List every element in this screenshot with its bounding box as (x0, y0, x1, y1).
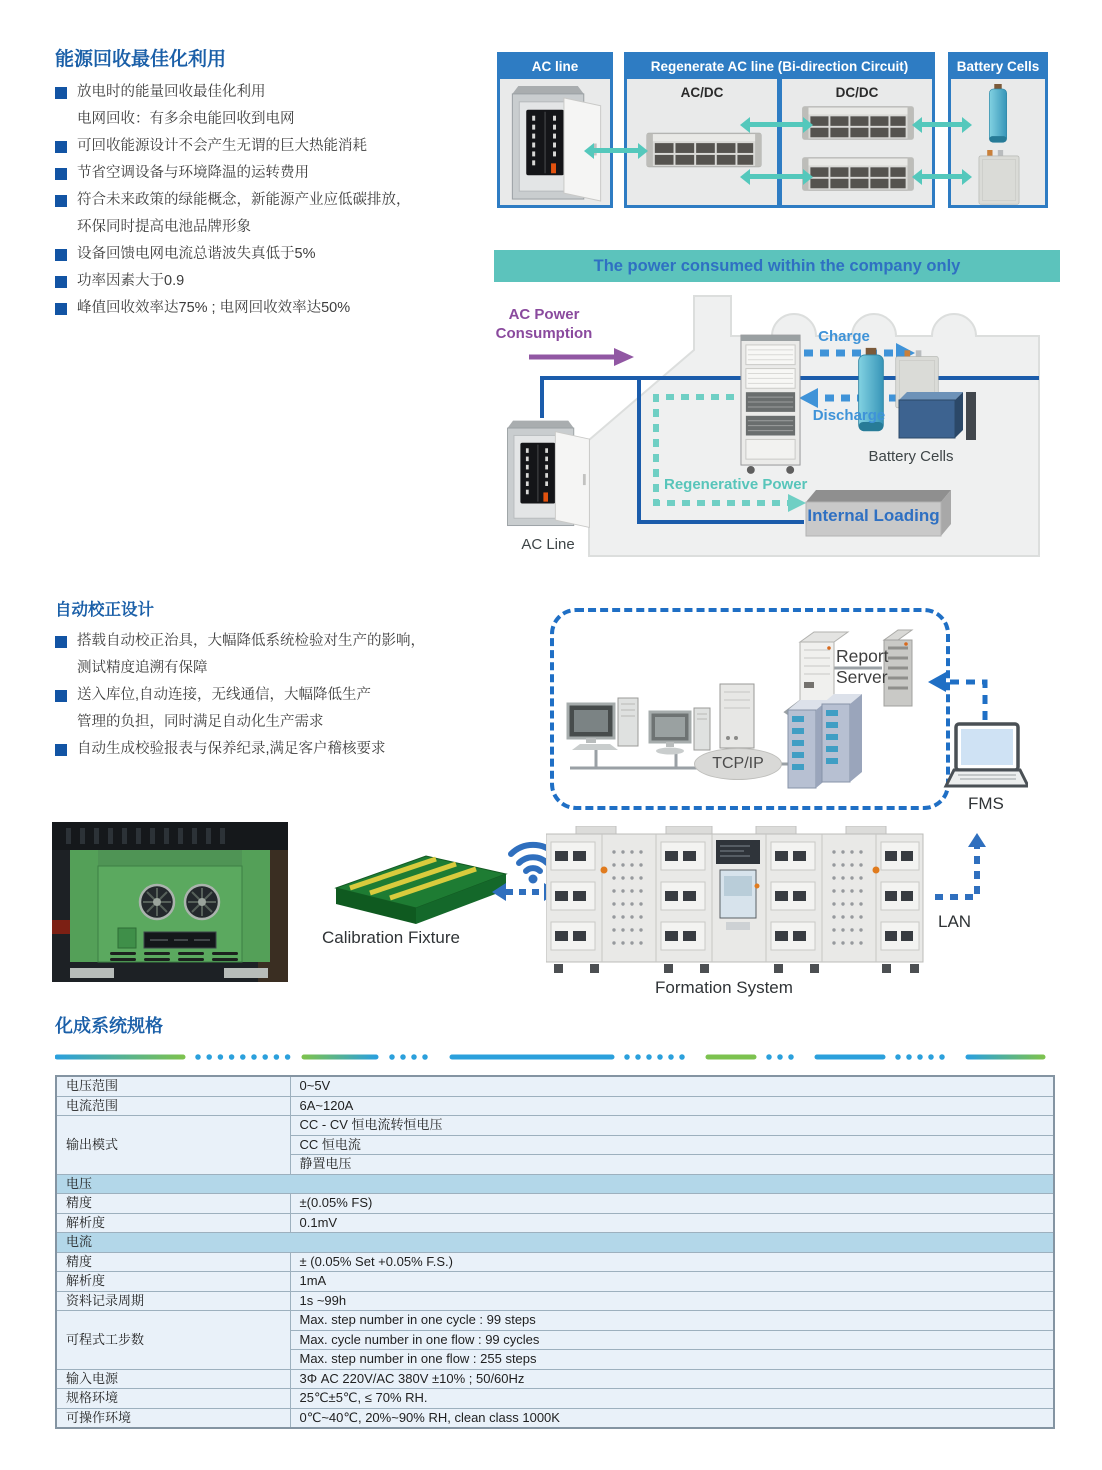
spec-title: 化成系统规格 (55, 1016, 163, 1036)
bullet-square-icon (55, 636, 67, 648)
section-energy-title: 能源回收最佳化利用 (55, 49, 227, 70)
spec-label: 规格环境 (56, 1389, 290, 1409)
spec-label: 可操作环境 (56, 1408, 290, 1428)
bullet-text: 可回收能源设计不会产生无谓的巨大热能消耗 (77, 138, 367, 154)
bullet-item (55, 133, 507, 160)
ac-line-box-title: AC line (500, 55, 610, 79)
bidirectional-arrow (749, 174, 804, 179)
network-art (548, 598, 1028, 830)
spec-row (56, 1096, 1054, 1116)
power-chain-diagram (497, 52, 1048, 210)
report-server-label: Report Server (836, 646, 889, 687)
spec-value: 6A~120A (290, 1096, 1054, 1116)
spec-row (56, 1194, 1054, 1214)
spec-row (56, 1116, 1054, 1136)
company-power-diagram (494, 250, 1064, 562)
bullet-text: 功率因素大于0.9 (77, 273, 185, 289)
spec-row (56, 1213, 1054, 1233)
section-energy-recovery (55, 44, 507, 322)
bullet-square-icon (55, 168, 67, 180)
laptop-icon (946, 724, 1028, 786)
spec-row (56, 1408, 1054, 1428)
bullet-square-icon (55, 249, 67, 261)
internal-loading-label: Internal Loading (807, 506, 940, 525)
bullet-text: 自动生成校验报表与保养纪录,满足客户稽核要求 (77, 741, 386, 757)
spec-value: 静置电压 (290, 1155, 1054, 1175)
bidirectional-arrow (921, 174, 963, 179)
bullet-text: 放电时的能量回收最佳化利用 电网回收：有多余电能回收到电网 (77, 84, 295, 127)
fms-label: FMS (968, 794, 1004, 813)
spec-row (56, 1311, 1054, 1331)
bullet-square-icon (55, 744, 67, 756)
acdc-converter-icon (645, 129, 763, 171)
spec-row (56, 1369, 1054, 1389)
bidirectional-arrow (749, 122, 804, 127)
spec-value: 1mA (290, 1272, 1054, 1292)
desktop-pc-icon (650, 708, 710, 755)
spec-value: 0℃~40℃, 20%~90% RH, clean class 1000K (290, 1408, 1054, 1428)
spec-value: 25℃±5℃, ≤ 70% RH. (290, 1389, 1054, 1409)
spec-row (56, 1389, 1054, 1409)
calibration-fixture-icon (328, 846, 513, 928)
bullet-text: 节省空调设备与环境降温的运转费用 (77, 165, 309, 181)
regenerate-box-title: Regenerate AC line (Bi-direction Circuit) (627, 55, 932, 79)
bullet-item (55, 187, 507, 241)
spec-value: CC 恒电流 (290, 1135, 1054, 1155)
formation-rack-icon (741, 335, 800, 474)
regenerative-power-label: Regenerative Power (664, 476, 808, 493)
spec-value: 0.1mV (290, 1213, 1054, 1233)
ac-consumption-arrowhead (614, 348, 634, 366)
bullet-text: 送入库位,自动连接，无线通信，大幅降低生产 管理的负担，同时满足自动化生产需求 (77, 687, 372, 730)
bullet-item (55, 682, 525, 736)
spec-value: 1s ~99h (290, 1291, 1054, 1311)
bullet-square-icon (55, 87, 67, 99)
lan-label: LAN (938, 912, 972, 931)
bidirectional-arrow (593, 148, 639, 153)
formation-system-label: Formation System (655, 978, 793, 997)
spec-value: ±(0.05% FS) (290, 1194, 1054, 1214)
spec-label: 解析度 (56, 1213, 290, 1233)
bullet-item (55, 241, 507, 268)
diagram-banner: The power consumed within the company only (494, 250, 1060, 282)
spec-label: 可程式工步数 (56, 1311, 290, 1370)
spec-section-header: 电压 (56, 1174, 1054, 1194)
spec-label: 输入电源 (56, 1369, 290, 1389)
tower-server-icon (720, 684, 754, 748)
spec-value: ± (0.05% Set +0.05% F.S.) (290, 1252, 1054, 1272)
tcpip-label: TCP/IP (694, 748, 782, 780)
desktop-pc-icon (568, 698, 638, 750)
battery-cells-label: Battery Cells (868, 448, 954, 465)
bullet-item (55, 160, 507, 187)
company-diagram-art (494, 250, 1064, 562)
dcdc-converter-icon (799, 103, 917, 143)
calibration-fixture-label: Calibration Fixture (322, 928, 460, 947)
decorative-divider (55, 1053, 1055, 1061)
bullet-square-icon (55, 690, 67, 702)
charge-label: Charge (818, 328, 870, 345)
ac-line-panel-icon (508, 421, 590, 528)
bullet-text: 符合未来政策的绿能概念，新能源产业应低碳排放， 环保同时提高电池品牌形象 (77, 192, 411, 235)
spec-row (56, 1291, 1054, 1311)
spec-value: 0~5V (290, 1076, 1054, 1096)
discharge-label: Discharge (812, 407, 886, 424)
bullet-square-icon (55, 141, 67, 153)
regenerate-box (624, 52, 935, 208)
calibration-bullet-list (55, 628, 525, 763)
dcdc-label: DC/DC (835, 85, 879, 100)
bullet-item (55, 79, 507, 133)
fan-icon (185, 885, 219, 919)
calibration-fixture-photo (52, 822, 288, 982)
lan-arrow (925, 833, 995, 909)
spec-label: 输出模式 (56, 1116, 290, 1175)
ac-power-consumption-label: AC Power Consumption (495, 306, 593, 342)
bullet-text: 峰值回收效率达75% ; 电网回收效率达50% (77, 300, 351, 316)
spec-section-header: 电流 (56, 1233, 1054, 1253)
ac-line-box (497, 52, 613, 208)
spec-row (56, 1272, 1054, 1292)
spec-value: CC - CV 恒电流转恒电压 (290, 1116, 1054, 1136)
bullet-item (55, 736, 525, 763)
spec-row (56, 1252, 1054, 1272)
spec-section (55, 1012, 1055, 1429)
spec-value: Max. step number in one flow : 255 steps (290, 1350, 1054, 1370)
dcdc-converter-icon (799, 154, 917, 194)
spec-label: 精度 (56, 1194, 290, 1214)
bullet-item (55, 628, 525, 682)
bidirectional-arrow (921, 122, 963, 127)
spec-value: Max. cycle number in one flow : 99 cycles (290, 1330, 1054, 1350)
spec-table (55, 1075, 1055, 1429)
energy-bullet-list (55, 79, 507, 322)
spec-label: 资料记录周期 (56, 1291, 290, 1311)
bullet-text: 搭载自动校正治具，大幅降低系统检验对生产的影响， 测试精度追溯有保障 (77, 633, 425, 676)
section-calibration-title: 自动校正设计 (55, 601, 154, 619)
server-rack-icon (788, 694, 862, 788)
prismatic-cell-icon (966, 392, 976, 440)
bullet-item (55, 268, 507, 295)
bullet-item (55, 295, 507, 322)
spec-value: 3Φ AC 220V/AC 380V ±10% ; 50/60Hz (290, 1369, 1054, 1389)
formation-system-photo (546, 826, 930, 978)
acdc-label: AC/DC (680, 85, 724, 100)
fan-icon (140, 885, 174, 919)
cylindrical-cell-icon (985, 84, 1011, 146)
pouch-cell-icon (975, 150, 1023, 206)
spec-label: 解析度 (56, 1272, 290, 1292)
spec-label: 电压范围 (56, 1076, 290, 1096)
bullet-square-icon (55, 276, 67, 288)
spec-value: Max. step number in one cycle : 99 steps (290, 1311, 1054, 1331)
bullet-text: 设备回馈电网电流总谐波失真低于5% (77, 246, 316, 262)
battery-cells-box-title: Battery Cells (951, 55, 1045, 79)
spec-label: 电流范围 (56, 1096, 290, 1116)
spec-row (56, 1076, 1054, 1096)
bullet-square-icon (55, 195, 67, 207)
spec-label: 精度 (56, 1252, 290, 1272)
bullet-square-icon (55, 303, 67, 315)
ac-line-label: AC Line (521, 536, 575, 553)
network-diagram (548, 598, 1028, 830)
section-auto-calibration (55, 596, 525, 763)
